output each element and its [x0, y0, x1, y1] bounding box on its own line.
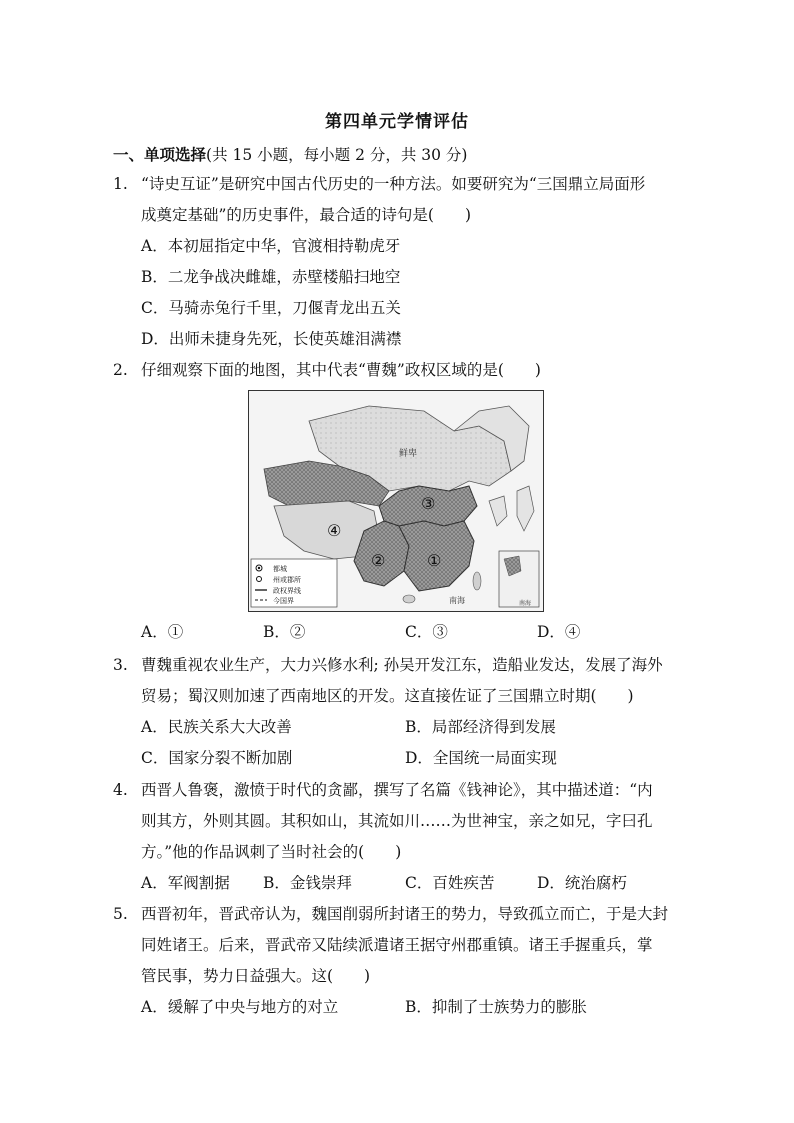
question-2-number: 2.: [113, 361, 128, 379]
question-4-option-c[interactable]: C．百姓疾苦: [405, 874, 495, 892]
question-4-stem-line: 方。”他的作品讽刺了当时社会的( ): [141, 843, 402, 861]
map-label-xianbei: 鲜卑: [399, 449, 418, 459]
question-1-number: 1.: [113, 175, 128, 193]
question-5-option-a[interactable]: A．缓解了中央与地方的对立: [141, 998, 339, 1016]
question-3-option-d[interactable]: D．全国统一局面实现: [405, 749, 557, 767]
page-title: 第四单元学情评估: [325, 112, 469, 132]
question-1-option-d[interactable]: D．出师未捷身先死，长使英雄泪满襟: [141, 330, 402, 348]
question-3-stem-line: 贸易；蜀汉则加速了西南地区的开发。这直接佐证了三国鼎立时期( ): [141, 687, 634, 705]
question-4-option-d[interactable]: D．统治腐朽: [537, 874, 627, 892]
question-5-number: 5.: [113, 905, 128, 923]
question-1-option-c[interactable]: C．马骑赤兔行千里，刀偃青龙出五关: [141, 299, 401, 317]
question-4-stem-line: 西晋人鲁褒，激愤于时代的贪鄙，撰写了名篇《钱神论》，其中描述道：“内: [141, 781, 653, 799]
question-4-number: 4.: [113, 781, 128, 799]
question-3-option-a[interactable]: A．民族关系大大改善: [141, 718, 292, 736]
map-label-nanhai: 南海: [449, 596, 465, 605]
question-4-option-a[interactable]: A．军阀割据: [141, 874, 230, 892]
map-label-two: ②: [371, 551, 386, 570]
legend-capital: 都城: [273, 565, 287, 573]
question-2-option-b[interactable]: B．②: [263, 623, 306, 641]
question-1-stem-line: 成奠定基础”的历史事件，最合适的诗句是( ): [141, 206, 472, 224]
question-3-option-b[interactable]: B．局部经济得到发展: [405, 718, 556, 736]
question-2-option-d[interactable]: D．④: [537, 623, 581, 641]
capital-symbol-dot-icon: [258, 567, 260, 569]
question-5-stem-line: 同姓诸王。后来，晋武帝又陆续派遣诸王据守州郡重镇。诸王手握重兵，掌: [141, 936, 653, 954]
map-label-three: ③: [421, 494, 436, 513]
map-label-four: ④: [327, 521, 342, 540]
hainan-island: [403, 595, 415, 603]
section-label: 一、单项选择: [113, 145, 207, 164]
legend-city: 州或郡所: [273, 576, 301, 584]
question-2-stem-line: 仔细观察下面的地图，其中代表“曹魏”政权区域的是( ): [141, 361, 541, 379]
three-kingdoms-map: [248, 390, 544, 612]
legend-national-border: 今国界: [273, 597, 294, 605]
legend-regime-border: 政权界线: [273, 587, 301, 595]
question-4-stem-line: 则其方，外则其圆。其积如山，其流如川……为世神宝，亲之如兄，字曰孔: [141, 812, 653, 830]
question-5-option-b[interactable]: B．抑制了士族势力的膨胀: [405, 998, 587, 1016]
question-2-option-a[interactable]: A．①: [141, 623, 184, 641]
question-1-option-b[interactable]: B．二龙争战决雌雄，赤壁楼船扫地空: [141, 268, 401, 286]
question-1-option-a[interactable]: A．本初屈指定中华，官渡相持勒虎牙: [141, 237, 401, 255]
question-5-stem-line: 西晋初年，晋武帝认为，魏国削弱所封诸王的势力，导致孤立而亡，于是大封: [141, 905, 669, 923]
question-5-stem-line: 管民事，势力日益强大。这( ): [141, 967, 371, 985]
question-3-number: 3.: [113, 656, 128, 674]
question-3-option-c[interactable]: C．国家分裂不断加剧: [141, 749, 293, 767]
section-heading: [113, 143, 467, 165]
taiwan-island: [473, 572, 481, 590]
map-label-one: ①: [427, 551, 442, 570]
section-desc: (共 15 小题，每小题 2 分，共 30 分): [206, 146, 468, 164]
question-2-option-c[interactable]: C．③: [405, 623, 448, 641]
map-label-nanhai-inset: 南海: [519, 600, 532, 607]
question-3-stem-line: 曹魏重视农业生产，大力兴修水利; 孙吴开发江东，造船业发达，发展了海外: [141, 656, 663, 674]
question-4-option-b[interactable]: B．金钱崇拜: [263, 874, 352, 892]
question-1-stem-line: “诗史互证”是研究中国古代历史的一种方法。如要研究为“三国鼎立局面形: [141, 175, 646, 193]
